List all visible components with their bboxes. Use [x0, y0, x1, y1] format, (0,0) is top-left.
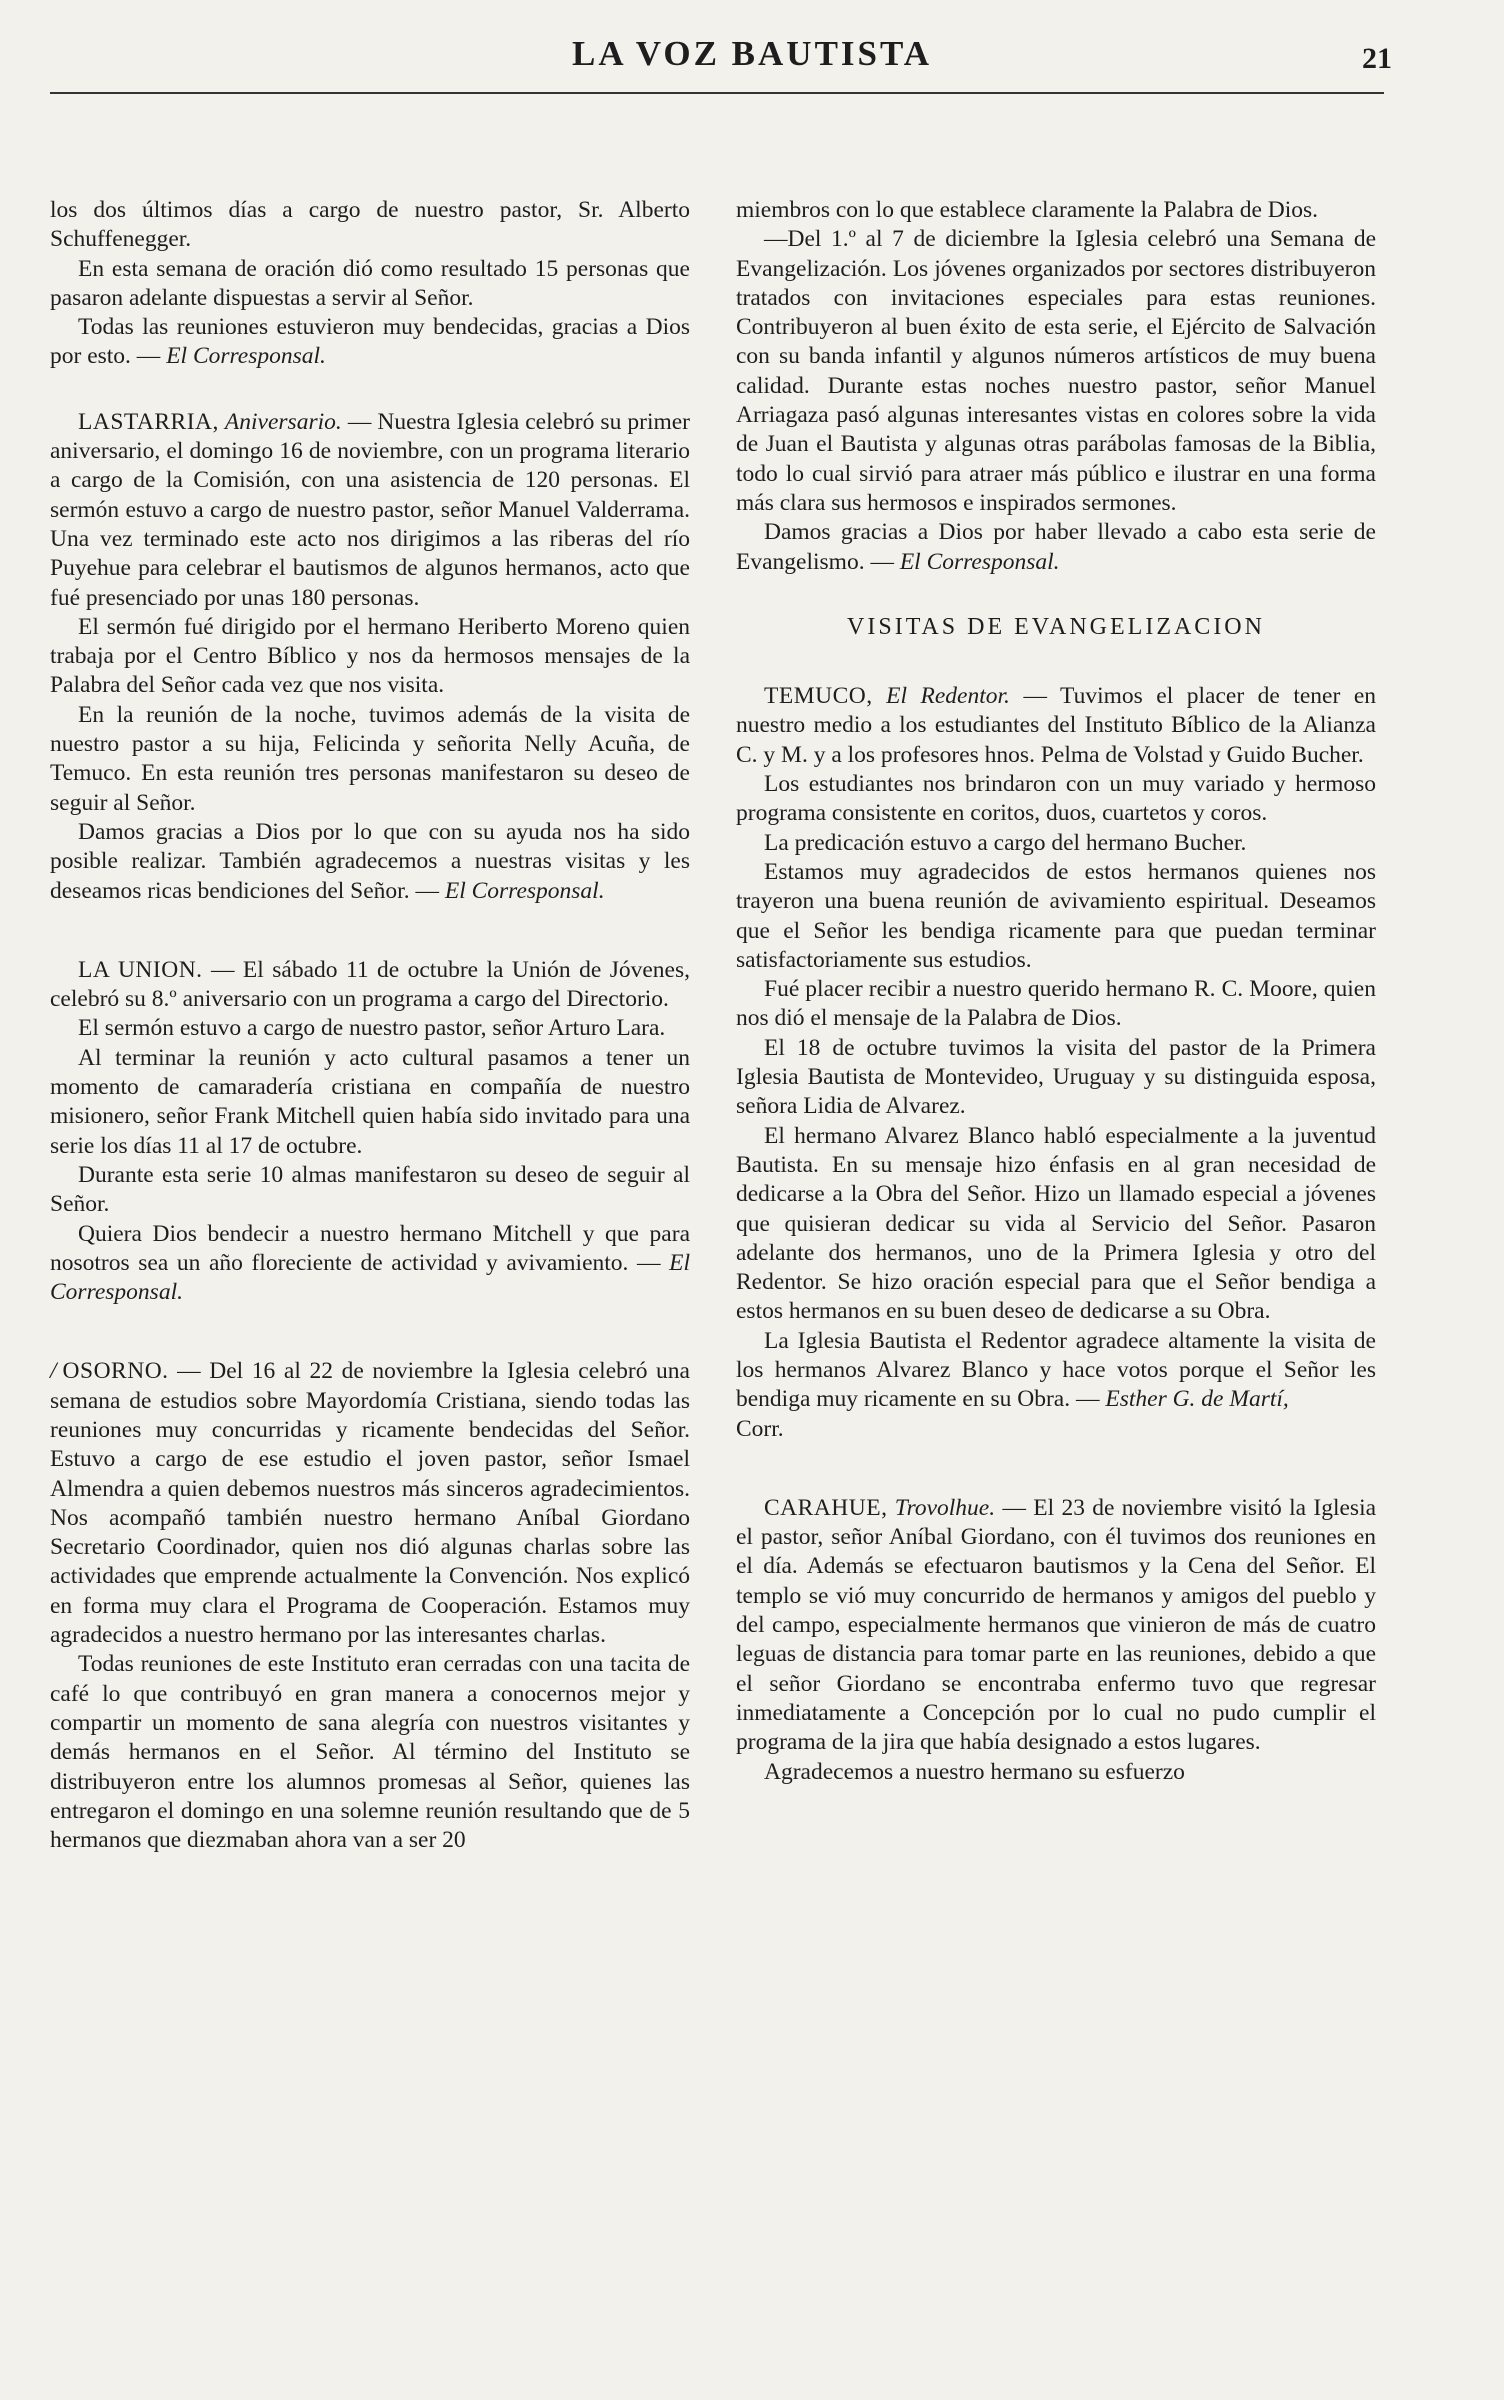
paragraph: En esta semana de oración dió como resultado 15 personas que pasaron adelante dispuestas a servir al Señor. [50, 255, 690, 311]
paragraph: En la reunión de la noche, tuvimos además de la visita de nuestro pastor a su hija, Felicinda y señorita Nelly Acuña, de Temuco. En esta reunión tres personas manifestaron su deseo de seguir al Señor. [50, 701, 690, 816]
article-continued-intro [50, 196, 690, 372]
article-continued-osorno [736, 196, 1376, 577]
paragraph [50, 408, 690, 613]
section-heading: VISITAS DE EVANGELIZACION [847, 613, 1265, 640]
paragraph: Estamos muy agradecidos de estos hermanos quienes nos trayeron una buena reunión de avivamiento espiritual. Deseamos que el Señor les bendiga ricamente para que puedan terminar satisfactoriamente sus estudios. [736, 858, 1376, 973]
paragraph [736, 682, 1376, 770]
article-place: TEMUCO, [764, 683, 873, 710]
signature: El Corresponsal. [444, 877, 605, 904]
paragraph-text: La Iglesia Bautista el Redentor agradece altamente la visita de los hermanos Alvarez Blanco y hace votos porque el Señor les bendiga muy ricamente en su Obra. — [736, 1327, 1376, 1413]
paragraph [736, 1494, 1376, 1758]
paragraph: La predicación estuvo a cargo del hermano Bucher. [764, 829, 1247, 856]
paragraph-text: — Del 16 al 22 de noviembre la Iglesia celebró una semana de estudios sobre Mayordomía Cristiana, siendo todas las reuniones muy concurridas y ricamente bendecidas del Señor. Estuvo a cargo de ese estudio el joven pastor, señor Ismael Almendra a quien debemos nuestros más sinceros agradecimientos. Nos acompañó también nuestro hermano Aníbal Giordano Secretario Coordinador, quien nos dió algunas charlas sobre las actividades que emprende actualmente la Convención. Nos explicó en forma muy clara el Programa de Cooperación. Estamos muy agradecidos a nuestro hermano por las interesantes charlas. [50, 1358, 690, 1649]
article-place: OSORNO. [62, 1358, 169, 1385]
paragraph: El sermón estuvo a cargo de nuestro pastor, señor Arturo Lara. [78, 1015, 666, 1042]
paragraph [50, 1220, 690, 1308]
paragraph: Agradecemos a nuestro hermano su esfuerzo [764, 1758, 1185, 1785]
article-place: LA UNION. [78, 956, 203, 983]
left-column [50, 196, 690, 1905]
paragraph: Al terminar la reunión y acto cultural pasamos a tener un momento de camaradería cristiana en compañía de nuestro misionero, señor Frank Mitchell quien había sido invitado para una serie los días 11 al 17 de octubre. [50, 1044, 690, 1159]
paragraph: —Del 1.º al 7 de diciembre la Iglesia celebró una Semana de Evangelización. Los jóvenes organizados por sectores distribuyeron tratados con invitaciones especiales para estas reuniones. Contribuyeron al buen éxito de esta serie, el Ejército de Salvación con su banda infantil y algunos números artísticos de muy buena calidad. Durante estas noches nuestro pastor, señor Manuel Arriagaza pasó algunas interesantes vistas en colores sobre la vida de Juan el Bautista y algunas otras parábolas famosas de la Biblia, todo lo cual sirvió para atraer más público e ilustrar en una forma más clara sus hermosos e inspirados sermones. [736, 226, 1376, 516]
signature-line: Corr. [736, 1415, 784, 1442]
signature: El Corresponsal. [166, 343, 326, 370]
paragraph [50, 956, 690, 1015]
paragraph [736, 1327, 1376, 1415]
article-temuco [736, 682, 1376, 1444]
paragraph [736, 518, 1376, 577]
signature: El Corresponsal. [50, 1249, 691, 1306]
paragraph [50, 1357, 690, 1650]
article-place: CARAHUE, [764, 1494, 888, 1521]
paragraph: Todas reuniones de este Instituto eran cerradas con una tacita de café lo que contribuyó en gran manera a conocernos mejor y compartir un momento de sana alegría con nuestros visitantes y demás hermanos en el Señor. Al término del Instituto se distribuyeron entre los alumnos promesas al Señor, quienes las entregaron el domingo en una solemne reunión resultando que de 5 hermanos que diezmaban ahora van a ser 20 [50, 1651, 690, 1854]
margin-mark: / [50, 1358, 57, 1385]
paragraph: Fué placer recibir a nuestro querido hermano R. C. Moore, quien nos dió el mensaje de la Palabra de Dios. [736, 976, 1376, 1032]
article-lastarria [50, 408, 690, 906]
paragraph [50, 818, 690, 906]
page-number: 21 [1362, 42, 1392, 75]
header-rule [50, 92, 1384, 94]
paragraph-text: — El 23 de noviembre visitó la Iglesia el pastor, señor Aníbal Giordano, con él tuvimos dos reuniones en el día. Además se efectuaron bautismos y la Cena del Señor. El templo se vió muy concurrido de hermanos y amigos del pueblo y del campo, especialmente hermanos que vinieron de más de cuatro leguas de distancia para tomar parte en las reuniones, debido a que el señor Giordano se encontraba enfermo tuvo que regresar inmediatamente a Concepción por lo cual no pudo cumplir el programa de la jira que había designado a estos lugares. [736, 1494, 1377, 1756]
paragraph-text: — Tuvimos el placer de tener en nuestro medio a los estudiantes del Instituto Bíblico de la Alianza C. y M. y a los profesores hnos. Pelma de Volstad y Guido Bucher. [736, 683, 1377, 768]
article-subtitle: Trovolhue. [894, 1494, 996, 1521]
paragraph-text: Damos gracias a Dios por haber llevado a cabo esta serie de Evangelismo. — [736, 519, 1376, 575]
article-carahue [736, 1494, 1376, 1787]
paragraph: miembros con lo que establece claramente la Palabra de Dios. [736, 197, 1319, 223]
signature: Esther G. de Martí, [1105, 1386, 1289, 1413]
publication-title: LA VOZ BAUTISTA [571, 34, 933, 73]
paragraph: El sermón fué dirigido por el hermano Heriberto Moreno quien trabaja por el Centro Bíblico y nos da hermosos mensajes de la Palabra del Señor cada vez que nos visita. [50, 613, 690, 699]
paragraph: Durante esta serie 10 almas manifestaron su deseo de seguir al Señor. [50, 1161, 690, 1218]
paragraph [50, 313, 690, 372]
paragraph: El 18 de octubre tuvimos la visita del pastor de la Primera Iglesia Bautista de Montevideo, Uruguay y su distinguida esposa, señora Lidia de Alvarez. [736, 1034, 1376, 1120]
paragraph-text: Quiera Dios bendecir a nuestro hermano Mitchell y que para nosotros sea un año floreciente de actividad y avivamiento. — [50, 1220, 690, 1276]
paragraph: los dos últimos días a cargo de nuestro pastor, Sr. Alberto Schuffenegger. [50, 197, 690, 253]
right-column [736, 196, 1376, 1837]
article-place: LASTARRIA, [78, 408, 219, 435]
article-la-union [50, 956, 690, 1308]
article-osorno [50, 1357, 690, 1855]
paragraph-text: — El sábado 11 de octubre la Unión de Jóvenes, celebró su 8.º aniversario con un programa a cargo del Directorio. [50, 956, 690, 1013]
article-subtitle: El Redentor. [886, 683, 1010, 710]
paragraph: El hermano Alvarez Blanco habló especialmente a la juventud Bautista. En su mensaje hizo énfasis en al gran necesidad de dedicarse a la Obra del Señor. Hizo un llamado especial a jóvenes que quisieran dedicar su vida al Servicio del Señor. Pasaron adelante dos hermanos, uno de la Primera Iglesia y otro del Redentor. Se hizo oración especial para que el Señor bendiga a estos hermanos en su buen deseo de dedicarse a su Obra. [736, 1122, 1376, 1325]
page-header [0, 0, 1504, 110]
article-subtitle: Aniversario. [224, 408, 342, 435]
paragraph-text: Todas las reuniones estuvieron muy bendecidas, gracias a Dios por esto. — [50, 314, 690, 370]
paragraph-text: — Nuestra Iglesia celebró su primer aniversario, el domingo 16 de noviembre, con un programa literario a cargo de la Comisión, con una asistencia de 120 personas. El sermón estuvo a cargo de nuestro pastor, señor Manuel Valderrama. Una vez terminado este acto nos dirigimos a las riberas del río Puyehue para celebrar el bautismos de algunos hermanos, acto que fué presenciado por unas 180 personas. [50, 408, 691, 611]
paragraph-text: Damos gracias a Dios por lo que con su ayuda nos ha sido posible realizar. También agradecemos a nuestras visitas y les deseamos ricas bendiciones del Señor. — [50, 818, 690, 904]
paragraph: Los estudiantes nos brindaron con un muy variado y hermoso programa consistente en coritos, duos, cuartetos y coros. [736, 771, 1376, 827]
signature: El Corresponsal. [899, 548, 1060, 575]
